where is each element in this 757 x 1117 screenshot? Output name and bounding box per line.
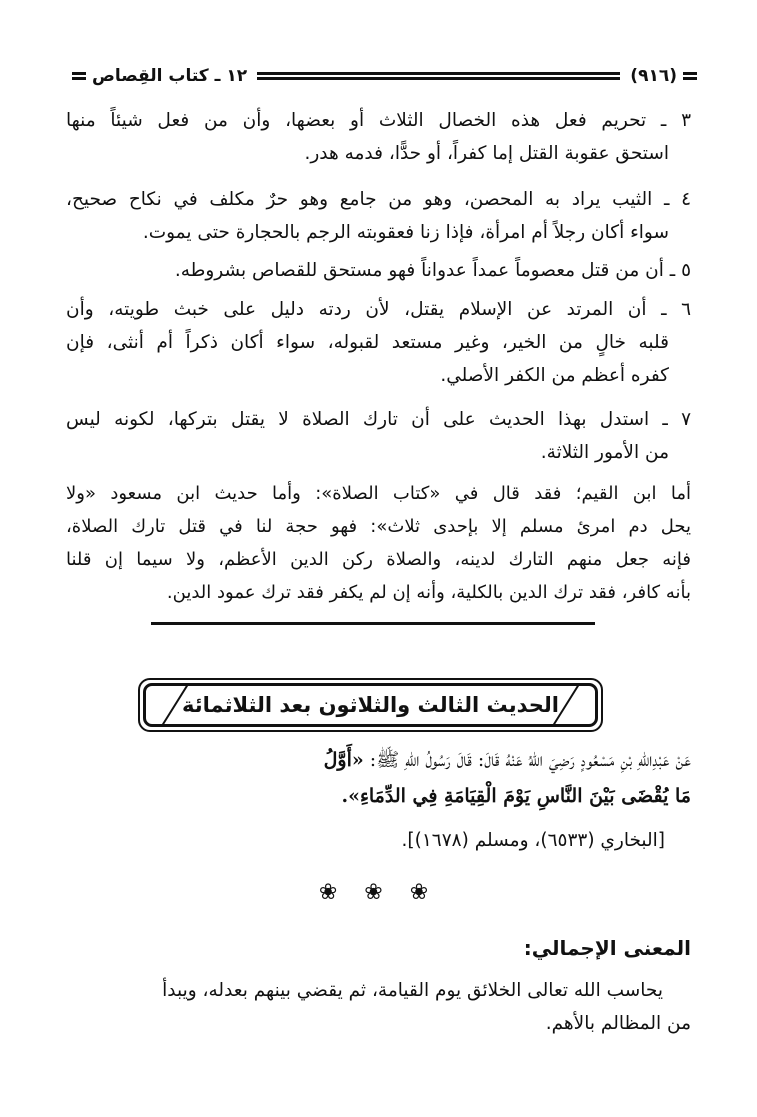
text-line: فإنه جعل منهم التارك لدينه، والصلاة ركن الدين الأعظم، ولا سيما إن قلنا <box>66 549 691 570</box>
flower-ornament-icon: ❀ ❀ ❀ <box>318 880 439 905</box>
list-item-3 <box>66 104 691 170</box>
text-line: ٧ ـ استدل بهذا الحديث على أن تارك الصلاة لا يقتل بتركها، لكونه ليس <box>66 409 691 430</box>
section-title: الحديث الثالث والثلاثون بعد الثلاثمائة <box>182 693 559 717</box>
text-line: سواء أكان رجلاً أم امرأة، فإذا زنا فعقوبته الرجم بالحجارة حتى يموت. <box>142 222 669 243</box>
running-header <box>72 63 697 89</box>
header-rule <box>257 72 620 80</box>
text-line: ٦ ـ أن المرتد عن الإسلام يقتل، لأن ردته دليل على خبث طويته، وأن <box>66 299 691 320</box>
text-line: أما ابن القيم؛ فقد قال في «كتاب الصلاة»: وأما حديث ابن مسعود «ولا <box>66 483 691 504</box>
text-line: استحق عقوبة القتل إما كفراً، أو حدًّا، فدمه هدر. <box>304 143 669 164</box>
list-item-6 <box>66 293 691 392</box>
list-item-4 <box>66 183 691 249</box>
header-mark-right <box>683 72 697 80</box>
hadith-narration: عَنْ عَبْدِاللهِ بْنِ مَسْعُودٍ رَضِيَ اللهُ عَنْهُ قَالَ: قَالَ رَسُولُ اللهِ ﷺ: <box>363 749 691 771</box>
hadith-line-1 <box>66 742 691 778</box>
meaning-paragraph <box>66 974 691 1040</box>
hadith-line-2: مَا يُقْضَى بَيْنَ النَّاسِ يَوْمَ الْقِيَامَةِ فِي الدِّمَاءِ». <box>341 785 691 807</box>
list-item-5 <box>66 254 691 287</box>
hadith-quote-start: «أَوَّلُ <box>323 749 364 771</box>
text-line: يحل دم امرئ مسلم إلا بإحدى ثلاث»: فهو حجة لنا في قتل تارك الصلاة، <box>66 516 691 537</box>
meaning-heading: المعنى الإجمالي: <box>523 936 691 960</box>
ibn-qayyim-paragraph <box>66 477 691 609</box>
text-line: بأنه كافر، فقد ترك الدين بالكلية، وأنه إن لم يكفر فقد ترك عمود الدين. <box>166 582 691 603</box>
list-item-7 <box>66 403 691 469</box>
text-line: قلبه خالٍ من الخير، وغير مستعد لقبوله، سواء أكان ذكراً أم أنثى، فإن <box>66 332 669 353</box>
text-line: ٥ ـ أن من قتل معصوماً عمداً عدواناً فهو مستحق للقصاص بشروطه. <box>174 260 691 281</box>
book-title: ١٢ ـ كتاب القِصاص <box>92 66 248 86</box>
section-divider <box>151 622 595 625</box>
text-line: ٣ ـ تحريم فعل هذه الخصال الثلاث أو بعضها، وأن من فعل شيئاً منها <box>66 110 691 131</box>
hadith-text <box>66 742 691 814</box>
page-number: (٩١٦) <box>630 66 677 86</box>
hadith-source: [البخاري (٦٥٣٣)، ومسلم (١٦٧٨)]. <box>401 830 665 851</box>
header-mark-left <box>72 72 86 80</box>
text-line: من الأمور الثلاثة. <box>540 442 669 463</box>
text-line: كفره أعظم من الكفر الأصلي. <box>440 365 669 386</box>
text-line: يحاسب الله تعالى الخلائق يوم القيامة، ثم يقضي بينهم بعدله، ويبدأ <box>162 980 663 1001</box>
text-line: ٤ ـ الثيب يراد به المحصن، وهو من جامع وهو حرٌ مكلف في نكاح صحيح، <box>66 189 691 210</box>
text-line: من المظالم بالأهم. <box>545 1013 691 1034</box>
section-title-box <box>138 678 603 732</box>
